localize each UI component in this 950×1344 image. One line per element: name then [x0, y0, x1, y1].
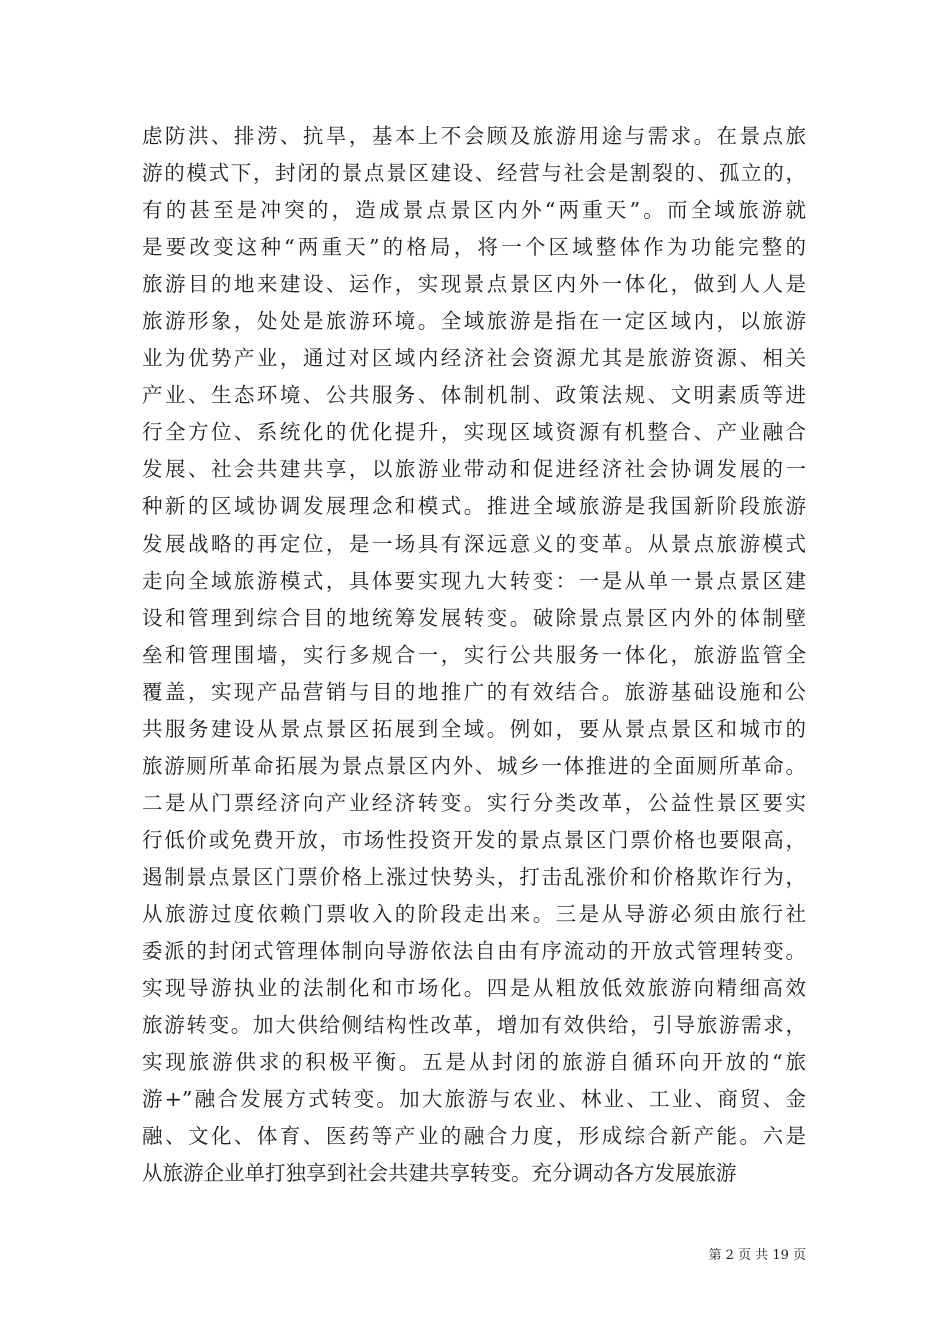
text-line: 从旅游企业单打独享到社会共建共享转变。充分调动各方发展旅游	[142, 1161, 737, 1186]
text-line: 有的甚至是冲突的，造成景点景区内外“两重天”。而全域旅游就	[142, 198, 806, 223]
text-line: 业为优势产业，通过对区域内经济社会资源尤其是旅游资源、相关	[142, 346, 806, 371]
text-line: 旅游形象，处处是旅游环境。全域旅游是指在一定区域内，以旅游	[142, 309, 806, 334]
text-line: 融、文化、体育、医药等产业的融合力度，形成综合新产能。六是	[142, 1124, 806, 1149]
text-line: 设和管理到综合目的地统筹发展转变。破除景点景区内外的体制壁	[142, 605, 806, 630]
text-line: 行低价或免费开放，市场性投资开发的景点景区门票价格也要限高，	[142, 827, 806, 852]
text-line: 共服务建设从景点景区拓展到全域。例如，要从景点景区和城市的	[142, 716, 806, 741]
text-line: 产业、生态环境、公共服务、体制机制、政策法规、文明素质等进	[142, 383, 806, 408]
text-line: 实现导游执业的法制化和市场化。四是从粗放低效旅游向精细高效	[142, 976, 806, 1001]
body-text	[142, 118, 806, 1192]
text-line: 是要改变这种“两重天”的格局，将一个区域整体作为功能完整的	[142, 235, 806, 260]
text-line: 游的模式下，封闭的景点景区建设、经营与社会是割裂的、孤立的，	[142, 161, 806, 186]
text-line: 实现旅游供求的积极平衡。五是从封闭的旅游自循环向开放的“旅	[142, 1050, 806, 1075]
page-number: 第 2 页 共 19 页	[708, 1248, 806, 1263]
text-line: 种新的区域协调发展理念和模式。推进全域旅游是我国新阶段旅游	[142, 494, 806, 519]
text-line: 旅游目的地来建设、运作，实现景点景区内外一体化，做到人人是	[142, 272, 806, 297]
text-line: 发展战略的再定位，是一场具有深远意义的变革。从景点旅游模式	[142, 531, 806, 556]
text-line: 发展、社会共建共享，以旅游业带动和促进经济社会协调发展的一	[142, 457, 806, 482]
text-line: 旅游转变。加大供给侧结构性改革，增加有效供给，引导旅游需求，	[142, 1013, 806, 1038]
text-line: 从旅游过度依赖门票收入的阶段走出来。三是从导游必须由旅行社	[142, 901, 806, 926]
text-line: 遏制景点景区门票价格上涨过快势头，打击乱涨价和价格欺诈行为，	[142, 864, 806, 889]
text-line: 行全方位、系统化的优化提升，实现区域资源有机整合、产业融合	[142, 420, 806, 445]
text-line: 委派的封闭式管理体制向导游依法自由有序流动的开放式管理转变。	[142, 939, 806, 964]
text-line: 旅游厕所革命拓展为景点景区内外、城乡一体推进的全面厕所革命。	[142, 753, 806, 778]
text-line: 走向全域旅游模式，具体要实现九大转变：一是从单一景点景区建	[142, 568, 806, 593]
text-line: 游+”融合发展方式转变。加大旅游与农业、林业、工业、商贸、金	[142, 1087, 806, 1112]
text-line: 垒和管理围墙，实行多规合一，实行公共服务一体化，旅游监管全	[142, 642, 806, 667]
text-line: 虑防洪、排涝、抗旱，基本上不会顾及旅游用途与需求。在景点旅	[142, 124, 806, 148]
text-line: 覆盖，实现产品营销与目的地推广的有效结合。旅游基础设施和公	[142, 679, 806, 704]
text-line: 二是从门票经济向产业经济转变。实行分类改革，公益性景区要实	[142, 790, 806, 815]
